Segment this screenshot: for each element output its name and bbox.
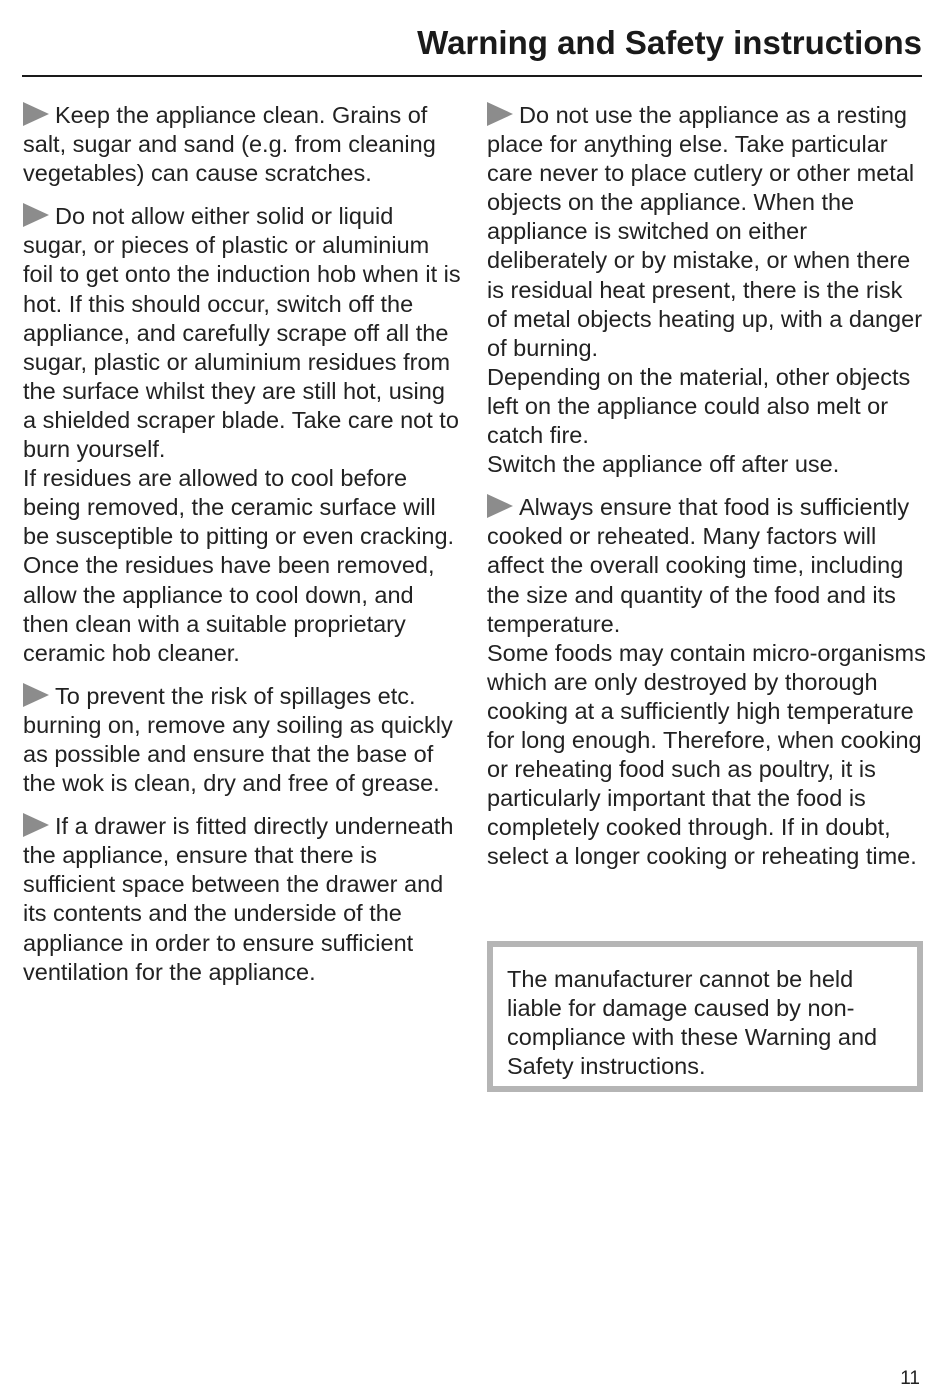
safety-item-food-cooked [487, 493, 927, 871]
item-paragraph: Switch the appliance off after use. [487, 451, 840, 478]
item-paragraph: Do not use the appliance as a resting place for anything else. Take particular care never to place cutlery or other metal objects on the appliance. When the appliance is switched on either deliberately or by mistake, or when there is residual heat present, there is the risk of metal objects heating up, with a danger of burning. [487, 102, 923, 361]
safety-item-resting-place [487, 101, 927, 479]
item-paragraph: Do not allow either solid or liquid sugar, or pieces of plastic or aluminium foil to get onto the induction hob when it is hot. If this should occur, switch off the appliance, and carefully scrape off all the sugar, plastic or aluminium residues from the surface whilst they are still hot, using a shielded scraper blade. Take care not to burn yourself. [23, 203, 461, 463]
item-paragraph: To prevent the risk of spillages etc. burning on, remove any soiling as quickly as possible and ensure that the base of the wok is clean, dry and free of grease. [23, 682, 453, 797]
triangle-bullet-icon [487, 102, 513, 126]
safety-item-drawer [23, 812, 463, 987]
left-column [23, 101, 463, 1001]
liability-notice-box [487, 941, 923, 1092]
safety-item-sugar-plastic [23, 202, 463, 668]
item-paragraph: Keep the appliance clean. Grains of salt, sugar and sand (e.g. from cleaning vegetables) can cause scratches. [23, 102, 436, 187]
item-paragraph: If residues are allowed to cool before being removed, the ceramic surface will be susceptible to pitting or even cracking. [23, 465, 455, 550]
page-number: 11 [900, 1368, 920, 1389]
triangle-bullet-icon [487, 494, 513, 518]
item-paragraph: If a drawer is fitted directly underneath the appliance, ensure that there is sufficient space between the drawer and its contents and the underside of the appliance in order to ensure sufficient ventilation for the appliance. [23, 813, 454, 985]
right-column [487, 101, 927, 885]
triangle-bullet-icon [23, 813, 49, 837]
safety-item-spillages [23, 682, 463, 798]
triangle-bullet-icon [23, 203, 49, 227]
safety-item-clean [23, 101, 463, 188]
triangle-bullet-icon [23, 102, 49, 126]
liability-notice-text: The manufacturer cannot be held liable for damage caused by non-compliance with these Warning and Safety instructions. [507, 966, 878, 1080]
item-paragraph: Always ensure that food is sufficiently cooked or reheated. Many factors will affect the overall cooking time, including the size and quantity of the food and its temperature. [487, 494, 910, 637]
header-divider [22, 75, 922, 77]
item-paragraph: Some foods may contain micro-organisms which are only destroyed by thorough cooking at a sufficiently high temperature for long enough. Therefore, when cooking or reheating food such as poultry, it is particularly important that the food is completely cooked through. If in doubt, select a longer cooking or reheating time. [487, 639, 926, 870]
item-paragraph: Depending on the material, other objects left on the appliance could also melt or catch fire. [487, 363, 911, 449]
item-paragraph: Once the residues have been removed, allow the appliance to cool down, and then clean with a suitable proprietary ceramic hob cleaner. [23, 552, 435, 666]
page-title: Warning and Safety instructions [417, 24, 922, 61]
triangle-bullet-icon [23, 683, 49, 707]
